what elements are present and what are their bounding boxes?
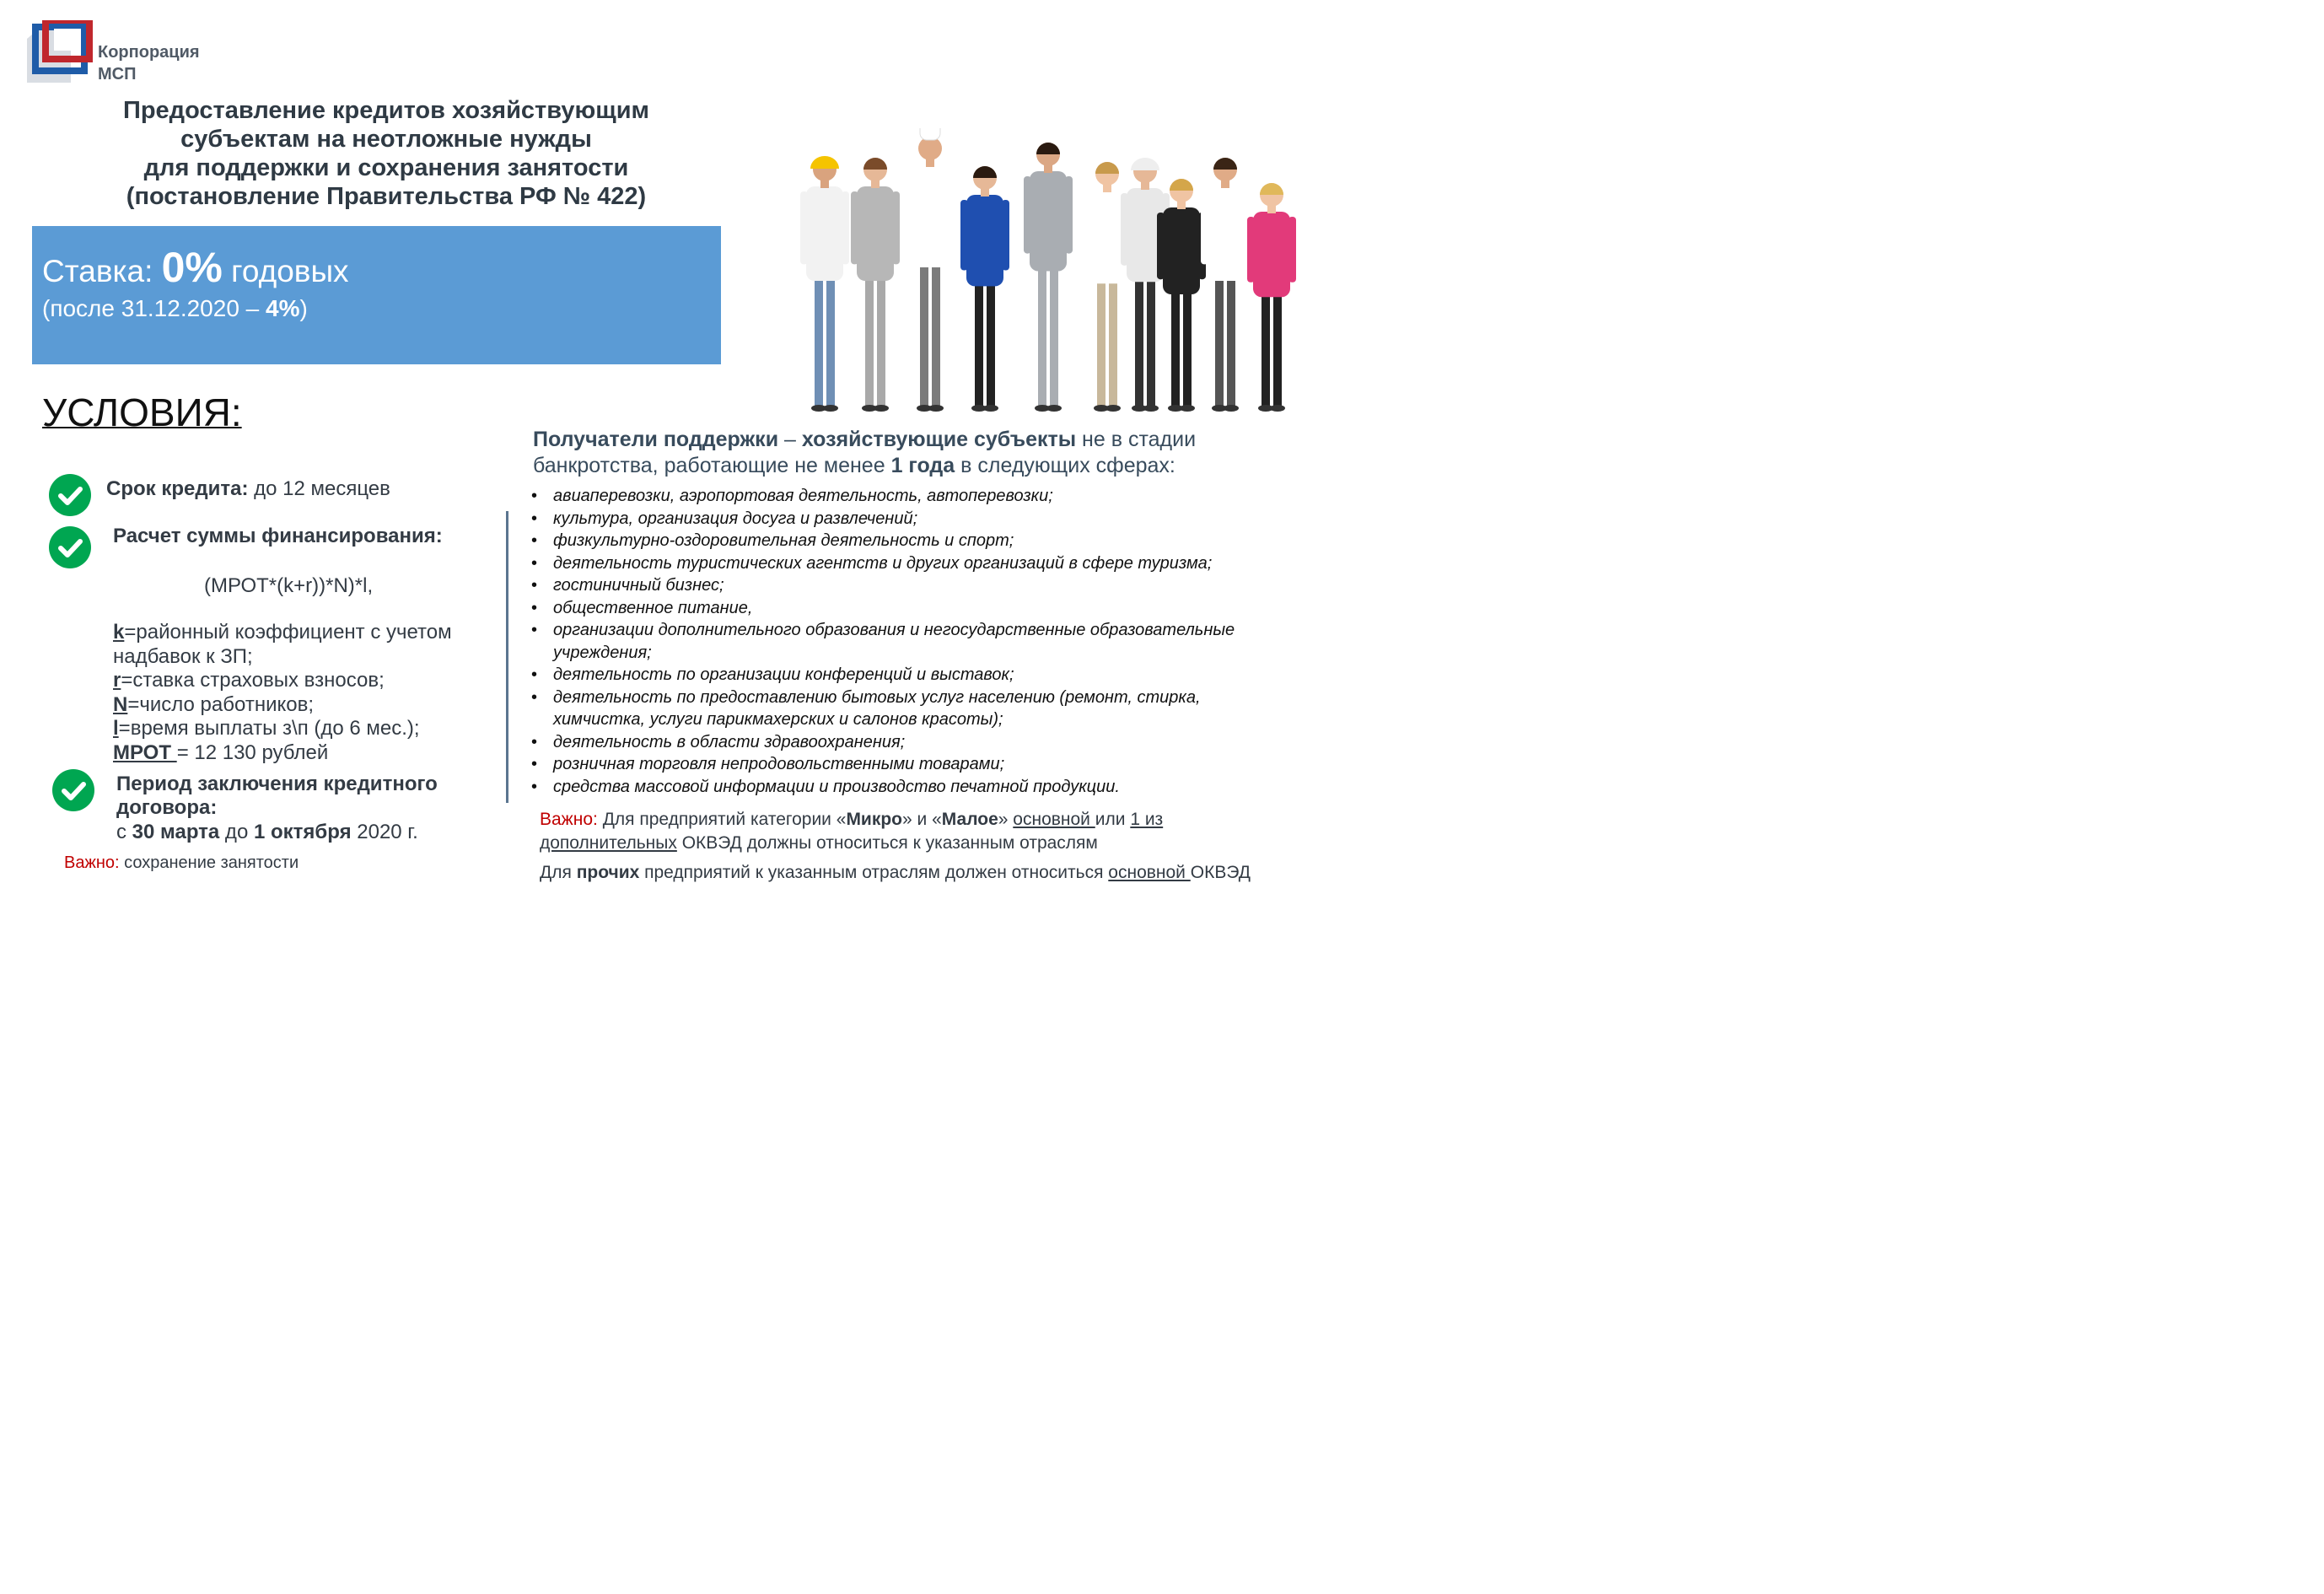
sector-item: • деятельность по организации конференций и выставок; [531,664,1235,687]
sector-item: • физкультурно-оздоровительная деятельность и спорт; [531,530,1235,552]
rate-line: Ставка: 0% годовых [42,244,349,291]
period-label-line2: договора: [116,796,218,819]
rate-box [32,226,721,364]
sector-item: • средства массовой информации и производство печатной продукции. [531,776,1235,799]
check-icon [49,474,91,516]
loan-term: Срок кредита: до 12 месяцев [106,477,390,500]
logo-text-line1: Корпорация [98,43,200,62]
sector-item: • авиаперевозки, аэропортовая деятельность, автоперевозки; [531,485,1235,508]
vertical-divider [506,511,508,803]
recipients-text: Получатели поддержки – хозяйствующие субъекты не в стадии банкротства, работающие не менее 1 года в следующих сферах: [533,428,1197,477]
var-r: r=ставка страховых взносов; [113,669,385,692]
important-okved-note: Важно: Для предприятий категории «Микро» и «Малое» основной или 1 из дополнительных ОКВЭД должны относиться к указанным отраслям [540,810,1164,853]
rate-after-value: 4% [266,295,300,321]
calc-label: Расчет суммы финансирования: [113,525,443,547]
conditions-heading: УСЛОВИЯ: [42,390,242,434]
period-dates: с 30 марта до 1 октября 2020 г. [116,821,418,843]
corporation-logo-icon [27,20,93,83]
sector-item: • культура, организация досуга и развлечений; [531,508,1235,530]
var-mrot: МРОТ = 12 130 рублей [113,740,329,764]
person-figure [960,166,1009,412]
var-k-cont: надбавок к ЗП; [113,644,253,668]
var-l: l=время выплаты з\п (до 6 мес.); [113,717,420,740]
page-title: Предоставление кредитов хозяйствующим субъектам на неотложные нужды для поддержки и сохранения занятости (постановление Правительства РФ № 422) [122,97,650,210]
sector-item: • общественное питание, [531,597,1235,620]
rate-value: 0% [161,244,223,291]
sectors-list [531,485,1235,798]
period-label-line1: Период заключения кредитного [116,773,438,795]
other-enterprises-note: Для прочих предприятий к указанным отраслям должен относиться основной ОКВЭД [540,863,1251,882]
logo-text-line2: МСП [98,65,137,83]
person-figure [1024,143,1073,412]
rate-after-line: (после 31.12.2020 – 4%) [42,295,308,321]
person-figure [1247,183,1296,412]
sector-item: • розничная торговля непродовольственными товарами; [531,753,1235,776]
calc-formula: (МРОТ*(k+r))*N)*l, [204,574,374,597]
person-figure [1201,158,1250,412]
sector-item: • деятельность туристических агентств и других организаций в сфере туризма; [531,552,1235,575]
person-figure [1157,179,1206,412]
var-n: N=число работников; [113,692,315,716]
check-icon [49,526,91,568]
sector-item: • деятельность в области здравоохранения; [531,731,1235,754]
person-figure [1121,158,1170,412]
sector-item: • организации дополнительного образования и негосударственные образовательные учреждения; [531,619,1235,664]
sector-item: • деятельность по предоставлению бытовых услуг населению (ремонт, стирка, химчистка, услуги парикмахерских и салонов красоты); [531,687,1235,731]
calc-variables [113,621,452,765]
person-figure [906,128,955,412]
sector-item: • гостиничный бизнес; [531,574,1235,597]
check-icon [52,769,94,811]
person-figure [800,156,849,412]
var-k: k=районный коэффициент с учетом [113,621,452,644]
person-figure [851,158,900,412]
important-employment-note: Важно: сохранение занятости [64,854,299,872]
people-illustration [774,128,1310,415]
